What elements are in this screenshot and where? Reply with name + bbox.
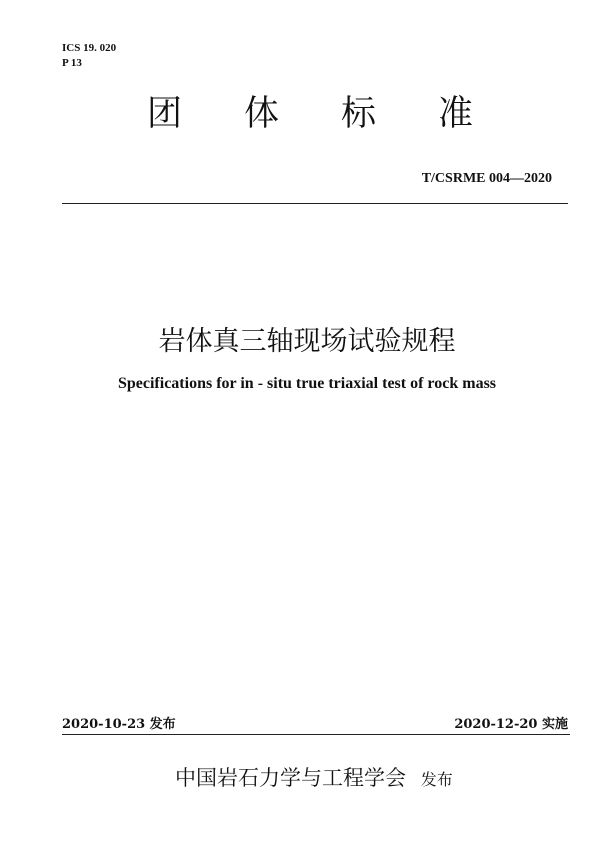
publisher-suffix: 发布 — [420, 770, 453, 789]
standard-code: T/CSRME 004—2020 — [421, 171, 552, 186]
implement-date: 2020-12-20 实施 — [454, 717, 568, 732]
publisher-name: 中国岩石力学与工程学会 — [175, 766, 406, 790]
header-title-char: 准 — [438, 94, 474, 134]
header-title-char: 标 — [341, 94, 377, 134]
ics-code: ICS 19. 020 — [62, 42, 117, 54]
document-title-zh: 岩体真三轴现场试验规程 — [158, 326, 456, 357]
publish-date: 2020-10-23 发布 — [62, 717, 176, 732]
header-title-char: 体 — [244, 94, 280, 134]
header-title-char: 团 — [147, 94, 183, 134]
ccs-code: P 13 — [62, 57, 82, 69]
header-divider — [62, 203, 568, 204]
footer-divider — [62, 734, 570, 735]
publisher — [175, 762, 453, 792]
document-title-en: Specifications for in - situ true triaxial test of rock mass — [117, 375, 497, 392]
